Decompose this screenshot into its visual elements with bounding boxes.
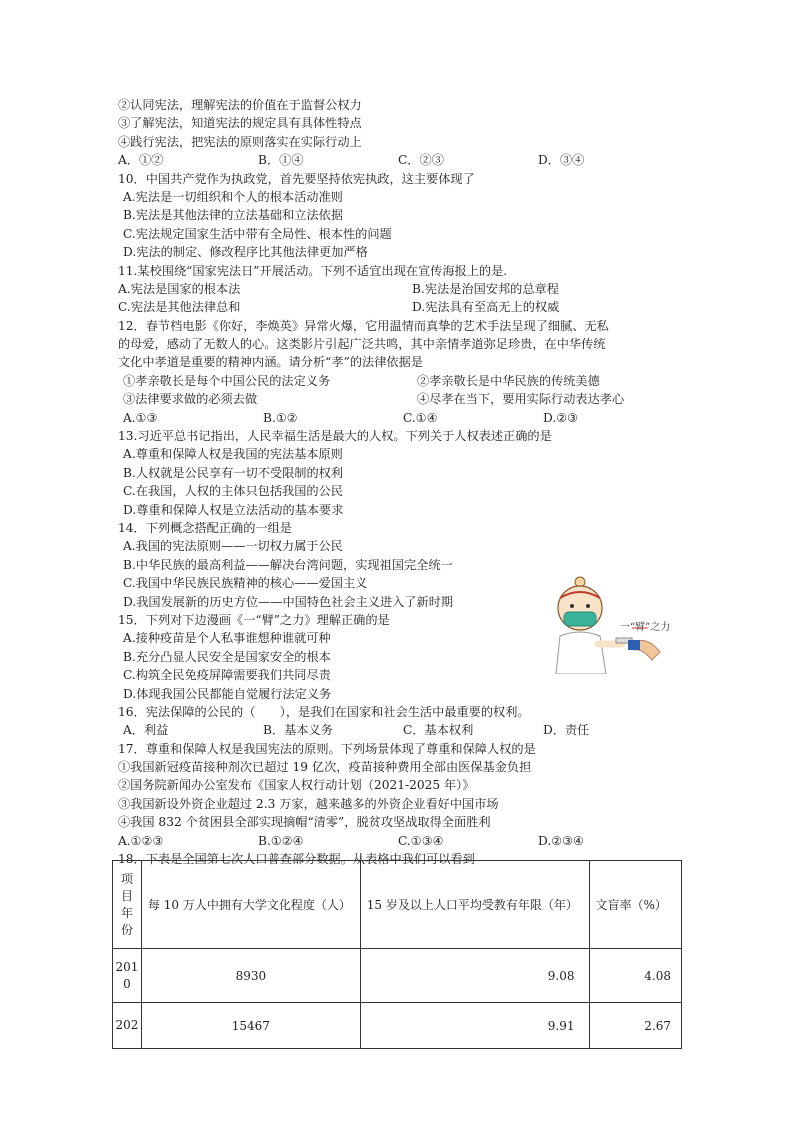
q13-option-d: D.尊重和保障人权是立法活动的基本要求 <box>123 502 344 517</box>
illiteracy-value: 4.08 <box>589 949 681 1003</box>
q12-item-2: ②孝亲敬长是中华民族的传统美德 <box>417 373 600 388</box>
q12-options <box>118 409 688 427</box>
year-part: 202 <box>115 1018 139 1032</box>
university-value: 8930 <box>141 949 360 1003</box>
q15-option-d: D.体现我国公民都能自觉履行法定义务 <box>123 686 332 701</box>
education-years-value: 9.91 <box>360 1003 589 1049</box>
q12-item-1: ①孝亲敬长是每个中国公民的法定义务 <box>123 373 331 388</box>
q10-stem: 10．中国共产党作为执政党，首先要坚持依宪执政，这主要体现了 <box>118 171 475 186</box>
corner-char: 年 <box>120 905 133 920</box>
option-b: B．①④ <box>258 153 304 168</box>
q15-option-b: B.充分凸显人民安全是国家安全的根本 <box>123 649 331 664</box>
q17-item-4: ④我国 832 个贫困县全部实现摘帽“清零”，脱贫攻坚战取得全面胜利 <box>118 815 491 830</box>
q12-item-4: ④尽孝在当下，要用实际行动表达孝心 <box>417 392 625 407</box>
option-a: A.①③ <box>123 410 158 425</box>
q16-options <box>118 721 688 739</box>
header-university: 每 10 万人中拥有大学文化程度（人） <box>141 861 360 949</box>
q17-item-3: ③我国新设外资企业超过 2.3 万家，越来越多的外资企业看好中国市场 <box>118 796 499 811</box>
q17-item-2: ②国务院新闻办公室发布《国家人权行动计划（2021-2025 年）》 <box>118 778 475 793</box>
q14-option-d: D.我国发展新的历史方位——中国特色社会主义进入了新时期 <box>123 594 454 609</box>
q12-items-row1 <box>118 372 688 390</box>
q12-stem-line1: 12．春节档电影《你好，李焕英》异常火爆，它用温情而真挚的艺术手法呈现了细腻、无私 <box>118 318 609 333</box>
q17-stem: 17．尊重和保障人权是我国宪法的原则。下列场景体现了尊重和保障人权的是 <box>118 741 536 756</box>
q17-item-1: ①我国新冠疫苗接种剂次已超过 19 亿次，疫苗接种费用全部由医保基金负担 <box>118 760 532 775</box>
vaccination-cartoon-illustration <box>548 574 688 674</box>
option-c: C.①④ <box>403 410 438 425</box>
header-illiteracy: 文盲率（%） <box>589 861 681 949</box>
option-c: C.①③④ <box>398 833 444 848</box>
q13-option-b: B.人权就是公民享有一切不受限制的权利 <box>123 465 344 480</box>
q11-stem: 11.某校围绕“国家宪法日”开展活动。下列不适宜出现在宣传海报上的是. <box>118 263 508 278</box>
q14-option-b: B.中华民族的最高利益——解决台湾问题，实现祖国完全统一 <box>123 557 453 572</box>
option-d: D．责任 <box>543 723 590 738</box>
corner-char: 项 <box>120 871 133 886</box>
education-years-value: 9.08 <box>360 949 589 1003</box>
table-header-row <box>113 861 682 949</box>
option-b: B．基本义务 <box>263 723 333 738</box>
q16-stem: 16．宪法保障的公民的（ ），是我们在国家和社会生活中最重要的权利。 <box>118 704 530 719</box>
q9-options <box>118 151 688 169</box>
q11-option-b: B.宪法是治国安邦的总章程 <box>412 281 559 296</box>
q11-option-a: A.宪法是国家的根本法 <box>118 281 241 296</box>
q9-item-2: ②认同宪法，理解宪法的价值在于监督公权力 <box>118 98 362 112</box>
option-d: D.②③④ <box>538 833 584 848</box>
q10-option-a: A.宪法是一切组织和个人的根本活动准则 <box>123 189 343 204</box>
q13-option-c: C.在我国，人权的主体只包括我国的公民 <box>123 484 343 499</box>
year-part: 201 <box>115 959 139 974</box>
q11-option-c: C.宪法是其他法律总和 <box>118 300 241 315</box>
corner-char: 份 <box>120 922 133 937</box>
option-b: B.①②④ <box>258 833 304 848</box>
corner-char: 目 <box>120 888 133 903</box>
header-education-years: 15 岁及以上人口平均受教有年限（年） <box>360 861 589 949</box>
option-a: A．①② <box>118 153 164 168</box>
q14-option-a: A.我国的宪法原则——一切权力属于公民 <box>123 539 343 554</box>
option-d: D．③④ <box>538 153 585 168</box>
option-d: D.②③ <box>543 410 579 425</box>
q15-option-a: A.接种疫苗是个人私事谁想种谁就可种 <box>123 631 331 646</box>
q9-item-4: ④践行宪法，把宪法的原则落实在实际行动上 <box>118 134 362 149</box>
table-row <box>113 949 682 1003</box>
table-row <box>113 1003 682 1049</box>
q13-option-a: A.尊重和保障人权是我国的宪法基本原则 <box>123 447 343 462</box>
year-cell <box>113 949 142 1003</box>
q10-option-c: C.宪法规定国家生活中带有全局性、根本性的问题 <box>123 226 392 241</box>
q17-options <box>118 832 688 850</box>
q14-option-c: C.我国中华民族民族精神的核心——爱国主义 <box>123 576 368 591</box>
q13-stem: 13.习近平总书记指出，人民幸福生活是最大的人权。下列关于人权表述正确的是 <box>118 429 552 444</box>
q9-item-3: ③了解宪法，知道宪法的规定具有具体性特点 <box>118 116 362 131</box>
year-cell <box>113 1003 142 1049</box>
cartoon-caption: 一“臂”之力 <box>620 622 671 633</box>
option-c: C．②③ <box>398 153 444 168</box>
option-a: A.①②③ <box>118 833 164 848</box>
q10-option-b: B.宪法是其他法律的立法基础和立法依据 <box>123 208 344 223</box>
q15-stem: 15．下列对下边漫画《一“臂”之力》理解正确的是 <box>118 612 390 627</box>
q10-option-d: D.宪法的制定、修改程序比其他法律更加严格 <box>123 245 368 260</box>
year-part: 0 <box>123 976 131 991</box>
q11-options-row1 <box>118 280 688 298</box>
q15-option-c: C.构筑全民免疫屏障需要我们共同尽责 <box>123 668 331 683</box>
q12-items-row2 <box>118 390 688 408</box>
university-value: 15467 <box>141 1003 360 1049</box>
q18-stem: 18．下表是全国第七次人口普查部分数据。从表格中我们可以看到 <box>118 852 475 867</box>
illiteracy-value: 2.67 <box>589 1003 681 1049</box>
q11-option-d: D.宪法具有至高无上的权威 <box>412 300 560 315</box>
exam-page <box>118 96 688 868</box>
option-b: B.①② <box>263 410 298 425</box>
corner-cell <box>113 861 142 949</box>
q12-item-3: ③法律要求做的必须去做 <box>123 392 258 407</box>
q14-stem: 14．下列概念搭配正确的一组是 <box>118 520 292 535</box>
q12-stem-line3: 文化中孝道是重要的精神内涵。请分析“孝”的法律依据是 <box>118 355 423 370</box>
q12-stem-line2: 的母爱，感动了无数人的心。这类影片引起广泛共鸣，其中亲情孝道弥足珍贵，在中华传统 <box>118 337 606 352</box>
option-c: C．基本权利 <box>403 723 474 738</box>
census-table <box>112 860 682 1049</box>
option-a: A．利益 <box>123 723 169 738</box>
q11-options-row2 <box>118 298 688 316</box>
